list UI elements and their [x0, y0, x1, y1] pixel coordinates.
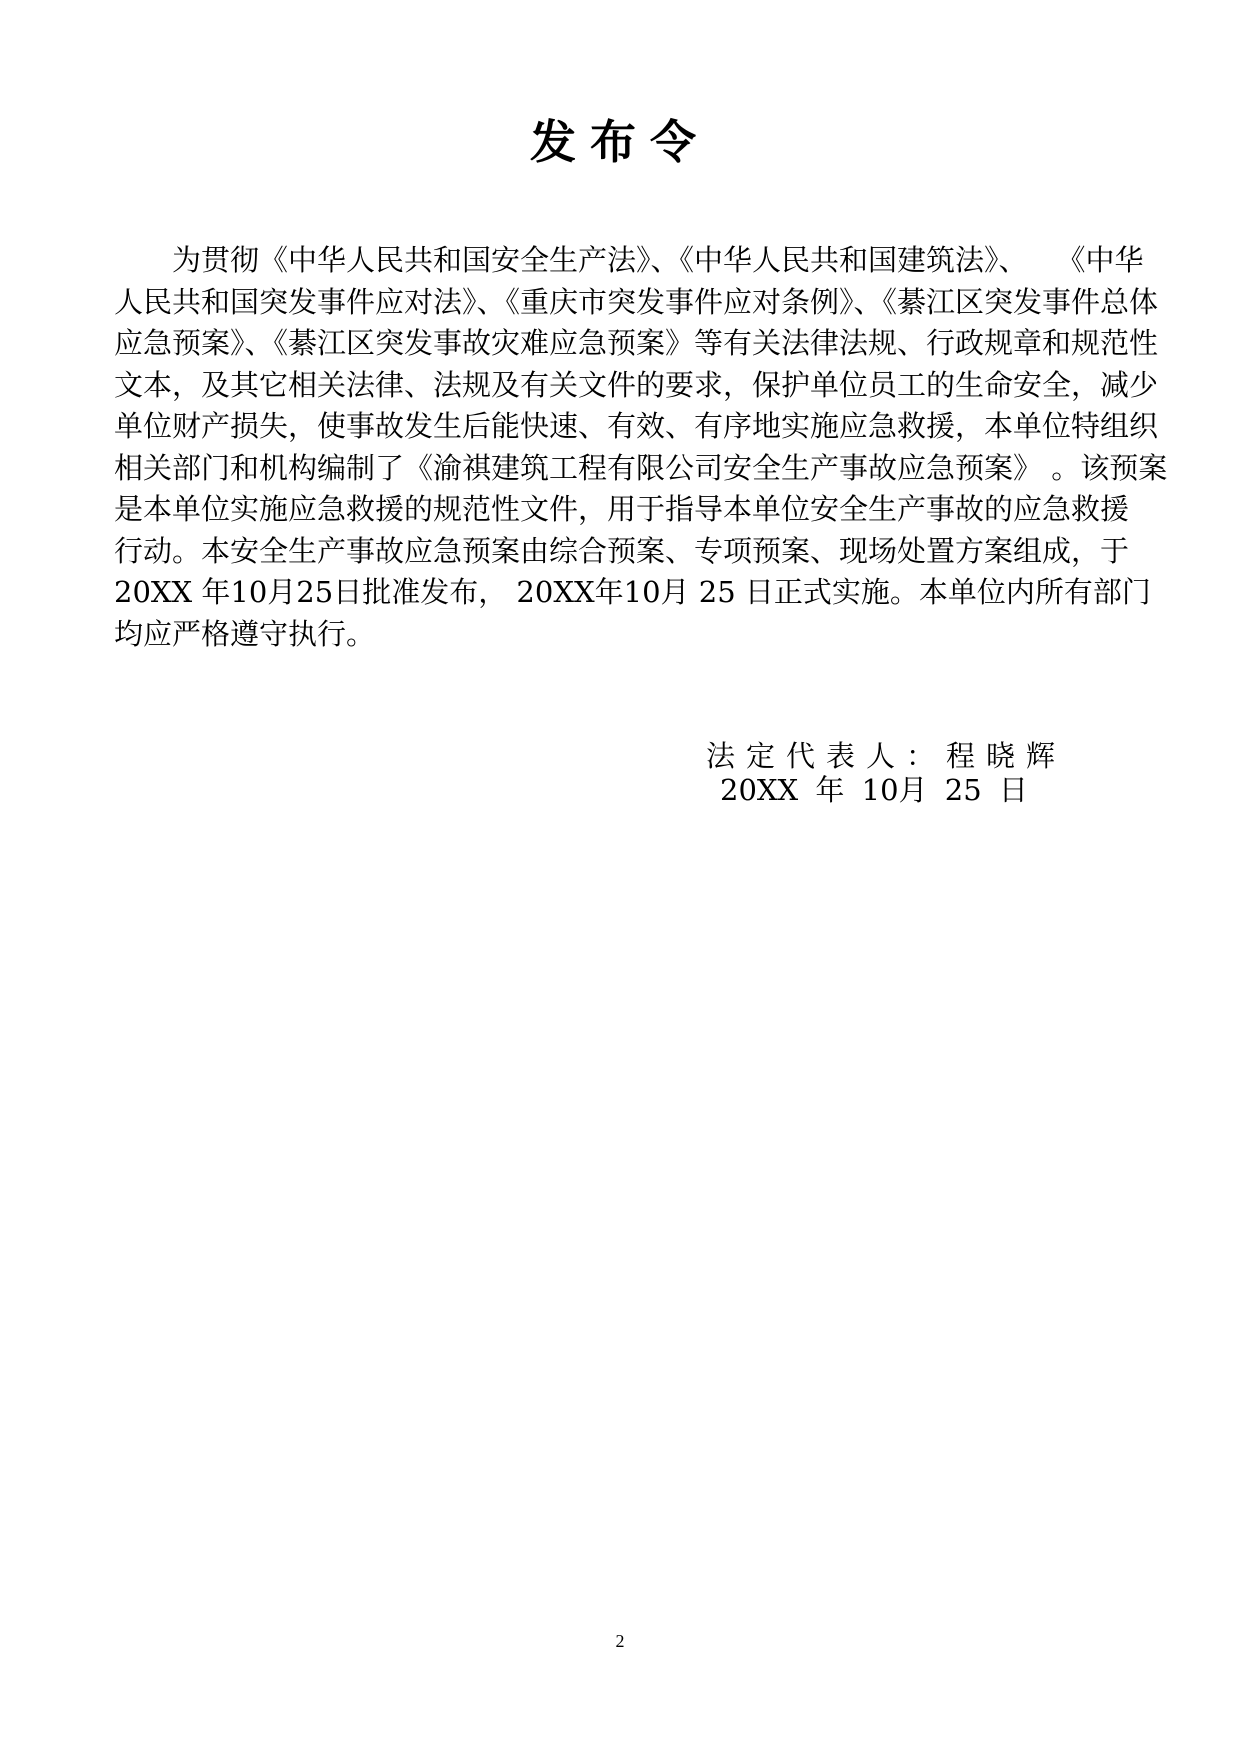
page-number: 2 [615, 1631, 625, 1651]
signature-block [706, 739, 1066, 807]
paragraph-line: 为贯彻《中华人民共和国安全生产法》、《中华人民共和国建筑法》、 《中华 [114, 243, 1144, 277]
signature-date: 20XX 年 10月 25 日 [720, 773, 1028, 807]
paragraph-line: 均应严格遵守执行。 [114, 616, 376, 651]
order-paragraph [114, 240, 1168, 655]
paragraph-line: 单位财产损失，使事故发生后能快速、有效、有序地实施应急救援，本单位特组织 [114, 409, 1159, 443]
paragraph-line: 应急预案》、《綦江区突发事故灾难应急预案》等有关法律法规、行政规章和规范性 [114, 326, 1159, 360]
paragraph-line: 人民共和国突发事件应对法》、《重庆市突发事件应对条例》、《綦江区突发事件总体 [114, 284, 1159, 319]
paragraph-line: 是本单位实施应急救援的规范性文件，用于指导本单位安全生产事故的应急救援 [114, 492, 1130, 526]
document-title: 发布令 [530, 115, 710, 169]
paragraph-line: 20XX 年10月25日批准发布， 20XX年10月 25 日正式实施。本单位内所有部门 [114, 575, 1151, 609]
paragraph-line: 行动。本安全生产事故应急预案由综合预案、专项预案、现场处置方案组成，于 [114, 533, 1130, 568]
paragraph-line: 文本，及其它相关法律、法规及有关文件的要求，保护单位员工的生命安全，减少 [114, 367, 1159, 402]
legal-representative: 法定代表人：程晓辉 [706, 739, 1067, 773]
paragraph-line: 相关部门和机构编制了《渝祺建筑工程有限公司安全生产事故应急预案》 。该预案 [114, 450, 1168, 485]
